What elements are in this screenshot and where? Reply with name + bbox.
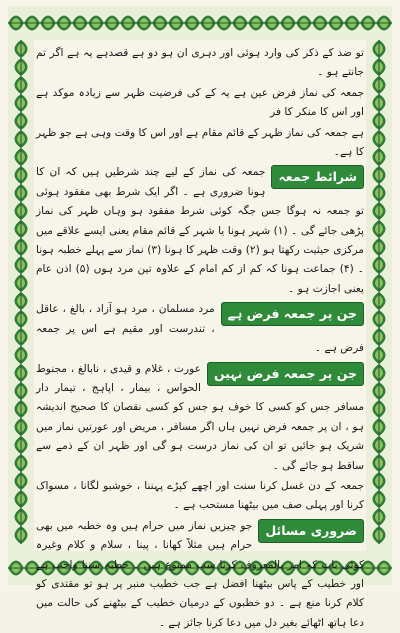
intro-line-1: تو ضد کے ذکر کی وارد ہوئی اور دہری ان ہو دو ہے قصدہے یہ ہے اگر تم جانتے ہو ۔ <box>36 47 364 79</box>
leaf-border-top <box>8 6 392 40</box>
section-issues <box>36 517 364 633</box>
leaf-border-right <box>366 40 392 551</box>
leaf-border-left <box>8 40 34 551</box>
heading-conditions: شرائط جمعہ <box>271 165 364 189</box>
intro-line-2: جمعہ کی نماز فرض عین ہے یہ کے کی فرضیت ظہر سے زیادہ موکد ہے اور اس کا منکر کا فر <box>36 86 364 119</box>
intro-line-3: ہے جمعہ کی نماز ظہر کے قائم مقام ہے اور اس کا وقت وہی ہے جو ظہر کا ہے۔ <box>36 126 364 159</box>
heading-obligatory: جن پر جمعہ فرض ہے <box>221 302 364 326</box>
heading-issues: ضروری مسائل <box>258 519 364 543</box>
section-obligatory <box>36 300 364 358</box>
issues-body: جو چیزیں نماز میں حرام ہیں وہ خطبہ میں بھی حرام ہیں مثلاً کھانا ، پینا ، سلام و کلام وغیرہ کوئی بات کہ امر بالمعروف کرنا سب ممنوع ہیں ۔ خطبہ سننا واجب ہے اور خطیب کے پاس بیٹھنا افضل ہے جب خطیب منبر پر ہو تو مقتدی کو کلام کرنا منع ہے ۔ دو خطبوں کے درمیان خطیب کے بیٹھنے کی حالت میں دعا ہاتھ اٹھائے بغیر دل میں دعا کرنا جائز ہے ۔ <box>36 519 364 629</box>
bath-paragraph: جمعہ کے دن غسل کرنا سنت اور اچھے کپڑے پہننا ، خوشبو لگانا ، مسواک کرنا اور پہلی صف میں بیٹھنا مستحب ہے ۔ <box>36 479 364 512</box>
heading-exempt: جن پر جمعہ فرض نہیں <box>207 362 364 386</box>
conditions-body: جمعہ کی نماز کے لیے چند شرطیں ہیں کہ ان کا ہونا ضروری ہے ۔ اگر ایک شرط بھی مفقود ہوئی تو جمعہ نہ ہوگا جس جگہ کوئی شرط مفقود ہو وہاں ظہر کی نماز پڑھی جائے گی ۔ (۱) شہر ہونا یا شہر کے قائم مقام یعنی ایسے علاقے میں مرکزی حیثیت رکھتا ہو (۲) وقت ظہر کا ہونا (۳) نماز سے پہلے خطبہ ہونا ۔ (۴) جماعت ہونا کہ کم از کم امام کے علاوہ تین مرد ہوں (۵) اذن عام یعنی اجازت ہو ۔ <box>36 166 364 295</box>
section-exempt <box>36 360 364 476</box>
exempt-body: عورت ، غلام و قیدی ، نابالغ ، مجنوط الحواس ، بیمار ، اپاہج ، تیمار دار مسافر جس کو کسی کا خوف ہو جس کو کسی نقصان کا صحیح اندیشہ ہو ، ان پر جمعہ فرض نہیں ہاں اگر مسافر ، مریض اور عورتیں نماز میں شریک ہو جائیں تو ان کی نماز درست ہو گی اور ظہر ان کے ذمے سے ساقط ہو جائے گی ۔ <box>36 362 364 472</box>
obligatory-body: مرد مسلمان ، مرد ہو آزاد ، بالغ ، عاقل ، تندرست اور مقیم ہے اس پر جمعہ فرض ہے ۔ <box>36 303 364 355</box>
page-text <box>36 44 364 629</box>
section-conditions <box>36 163 364 299</box>
